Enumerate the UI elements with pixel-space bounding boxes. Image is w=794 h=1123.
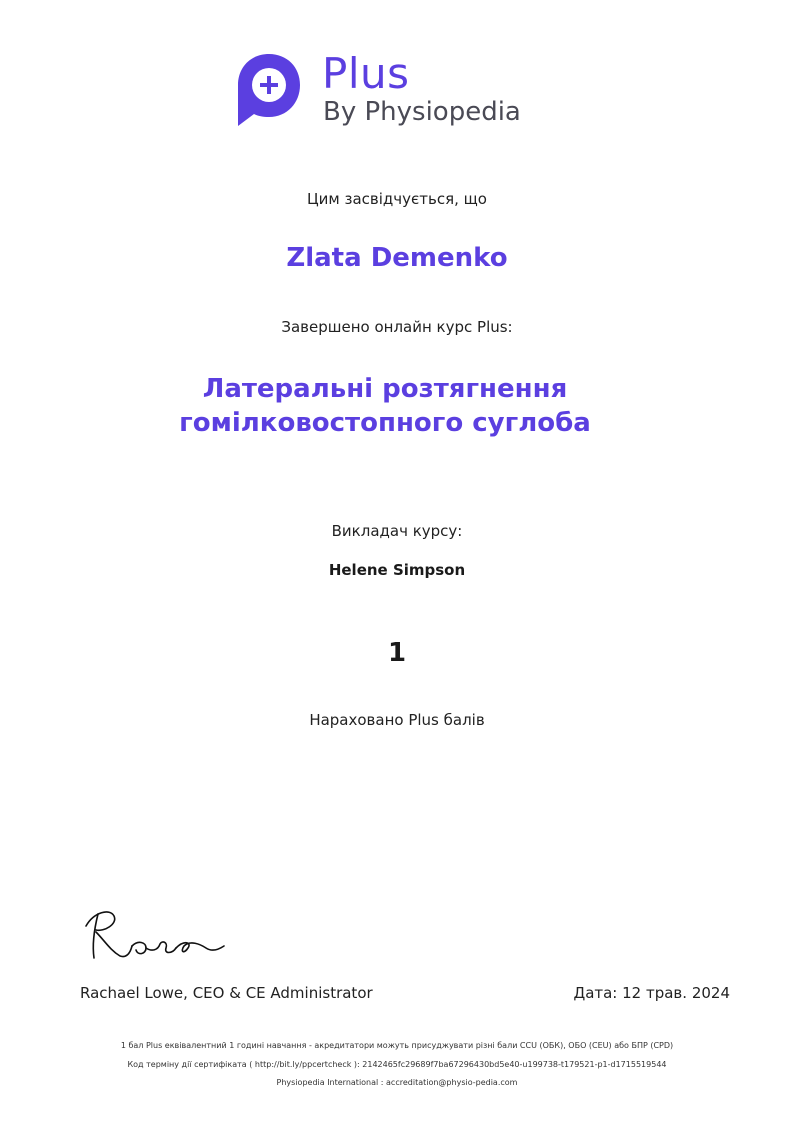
completed-label: Завершено онлайн курс Plus: <box>281 318 513 336</box>
signature-image <box>76 900 236 970</box>
course-title: Латеральні розтягнення гомілковостопного суглоба <box>179 374 591 438</box>
footer-points-note: 1 бал Plus еквівалентний 1 годині навчання - акредитатори можуть присуджувати різні бали CCU (ОБК), ОБО (CEU) або БПР (CPD) <box>120 1041 674 1050</box>
instructor-label: Викладач курсу: <box>331 522 463 540</box>
footer-contact: Physiopedia International : accreditation@physio-pedia.com <box>276 1078 518 1087</box>
plus-logo-icon <box>236 52 302 128</box>
recipient-name: Zlata Demenko <box>286 243 508 273</box>
points-label: Нараховано Plus балів <box>309 711 485 729</box>
certificate-date: Дата: 12 трав. 2024 <box>573 984 730 1002</box>
certificate-intro: Цим засвідчується, що <box>307 190 487 208</box>
logo-subtitle: By Physiopedia <box>323 97 521 127</box>
footer-verification-code: Код терміну дії сертифіката ( http://bit.ly/ppcertcheck ): 2142465fc29689f7ba67296430bd5e40-u199738-t179521-p1-d1715519544 <box>127 1060 667 1069</box>
logo-brand: Plus <box>322 49 410 98</box>
points-value: 1 <box>387 638 407 668</box>
instructor-name: Helene Simpson <box>328 561 466 579</box>
signer-name: Rachael Lowe, CEO & CE Administrator <box>80 984 373 1002</box>
